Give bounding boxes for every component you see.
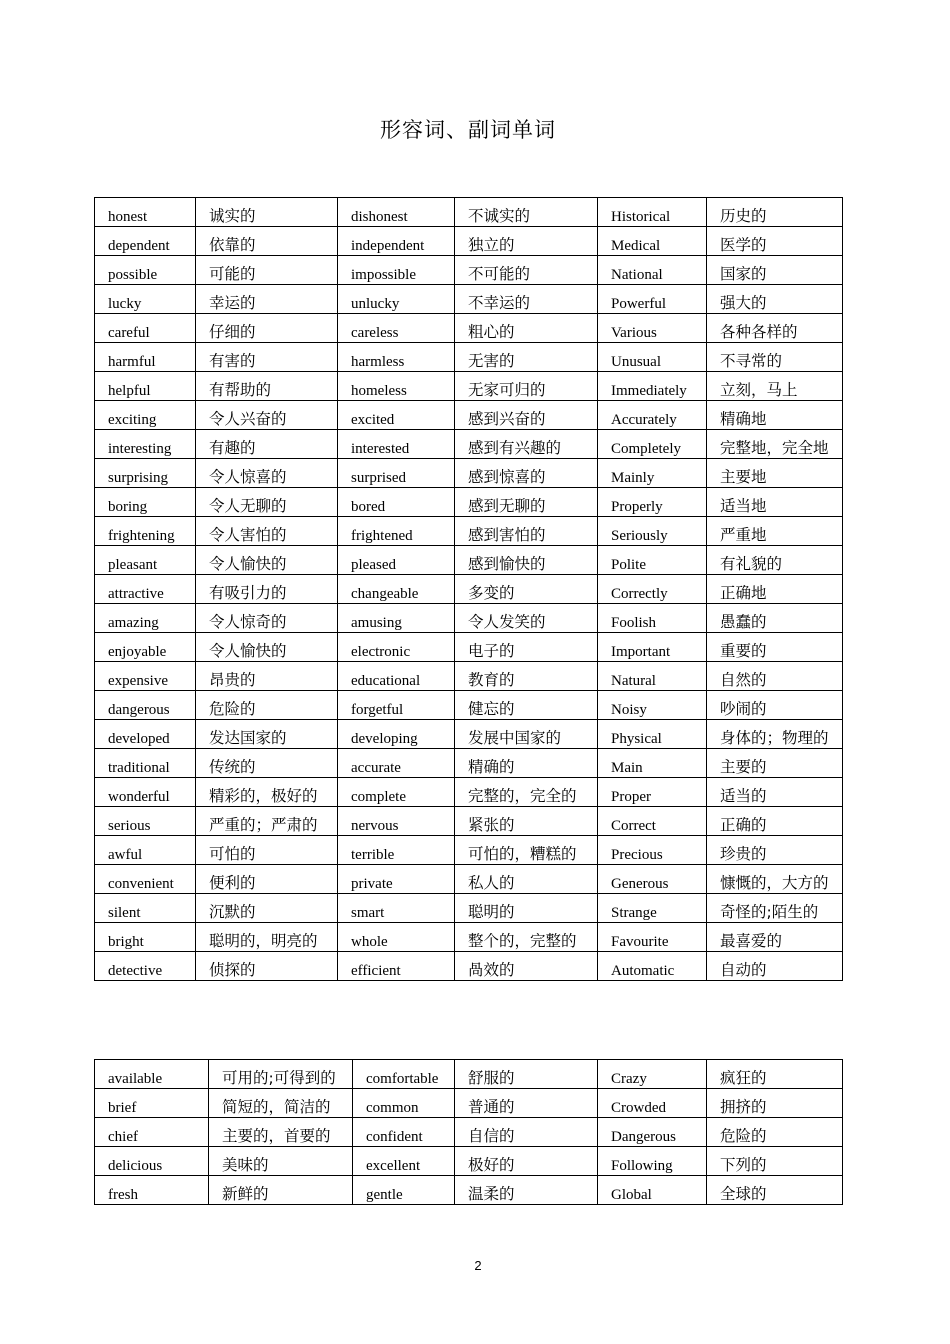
english-word-cell: developed bbox=[95, 720, 196, 749]
english-word-cell: enjoyable bbox=[95, 633, 196, 662]
table-row bbox=[95, 430, 843, 459]
english-word-cell: Physical bbox=[598, 720, 707, 749]
chinese-meaning-cell: 令人发笑的 bbox=[455, 604, 598, 633]
chinese-meaning-cell: 重要的 bbox=[707, 633, 843, 662]
english-word-cell: forgetful bbox=[338, 691, 455, 720]
english-word-cell: educational bbox=[338, 662, 455, 691]
english-word-cell: pleased bbox=[338, 546, 455, 575]
english-word-cell: comfortable bbox=[353, 1060, 455, 1089]
english-word-cell: Favourite bbox=[598, 923, 707, 952]
table-row bbox=[95, 1147, 843, 1176]
chinese-meaning-cell: 幸运的 bbox=[196, 285, 338, 314]
english-word-cell: Precious bbox=[598, 836, 707, 865]
english-word-cell: expensive bbox=[95, 662, 196, 691]
english-word-cell: Noisy bbox=[598, 691, 707, 720]
english-word-cell: Historical bbox=[598, 198, 707, 227]
table-row bbox=[95, 662, 843, 691]
chinese-meaning-cell: 发达国家的 bbox=[196, 720, 338, 749]
english-word-cell: careful bbox=[95, 314, 196, 343]
table-row bbox=[95, 836, 843, 865]
english-word-cell: available bbox=[95, 1060, 209, 1089]
table-row bbox=[95, 488, 843, 517]
chinese-meaning-cell: 感到害怕的 bbox=[455, 517, 598, 546]
english-word-cell: changeable bbox=[338, 575, 455, 604]
table-row bbox=[95, 401, 843, 430]
english-word-cell: delicious bbox=[95, 1147, 209, 1176]
english-word-cell: possible bbox=[95, 256, 196, 285]
english-word-cell: surprised bbox=[338, 459, 455, 488]
table-row bbox=[95, 749, 843, 778]
english-word-cell: Accurately bbox=[598, 401, 707, 430]
english-word-cell: Correctly bbox=[598, 575, 707, 604]
chinese-meaning-cell: 令人无聊的 bbox=[196, 488, 338, 517]
english-word-cell: wonderful bbox=[95, 778, 196, 807]
chinese-meaning-cell: 医学的 bbox=[707, 227, 843, 256]
chinese-meaning-cell: 慷慨的，大方的 bbox=[707, 865, 843, 894]
chinese-meaning-cell: 国家的 bbox=[707, 256, 843, 285]
chinese-meaning-cell: 沉默的 bbox=[196, 894, 338, 923]
table-row bbox=[95, 1089, 843, 1118]
chinese-meaning-cell: 令人愉快的 bbox=[196, 633, 338, 662]
chinese-meaning-cell: 仔细的 bbox=[196, 314, 338, 343]
chinese-meaning-cell: 可怕的，糟糕的 bbox=[455, 836, 598, 865]
table-row bbox=[95, 807, 843, 836]
chinese-meaning-cell: 无害的 bbox=[455, 343, 598, 372]
chinese-meaning-cell: 吵闹的 bbox=[707, 691, 843, 720]
chinese-meaning-cell: 疯狂的 bbox=[707, 1060, 843, 1089]
chinese-meaning-cell: 危险的 bbox=[707, 1118, 843, 1147]
english-word-cell: Powerful bbox=[598, 285, 707, 314]
chinese-meaning-cell: 新鲜的 bbox=[209, 1176, 353, 1205]
chinese-meaning-cell: 普通的 bbox=[455, 1089, 598, 1118]
english-word-cell: Properly bbox=[598, 488, 707, 517]
chinese-meaning-cell: 精确地 bbox=[707, 401, 843, 430]
english-word-cell: common bbox=[353, 1089, 455, 1118]
chinese-meaning-cell: 拥挤的 bbox=[707, 1089, 843, 1118]
chinese-meaning-cell: 传统的 bbox=[196, 749, 338, 778]
chinese-meaning-cell: 极好的 bbox=[455, 1147, 598, 1176]
chinese-meaning-cell: 独立的 bbox=[455, 227, 598, 256]
english-word-cell: Crowded bbox=[598, 1089, 707, 1118]
chinese-meaning-cell: 有趣的 bbox=[196, 430, 338, 459]
chinese-meaning-cell: 可能的 bbox=[196, 256, 338, 285]
english-word-cell: dishonest bbox=[338, 198, 455, 227]
english-word-cell: exciting bbox=[95, 401, 196, 430]
chinese-meaning-cell: 多变的 bbox=[455, 575, 598, 604]
chinese-meaning-cell: 粗心的 bbox=[455, 314, 598, 343]
english-word-cell: Various bbox=[598, 314, 707, 343]
chinese-meaning-cell: 完整的，完全的 bbox=[455, 778, 598, 807]
chinese-meaning-cell: 令人害怕的 bbox=[196, 517, 338, 546]
chinese-meaning-cell: 电子的 bbox=[455, 633, 598, 662]
chinese-meaning-cell: 令人兴奋的 bbox=[196, 401, 338, 430]
chinese-meaning-cell: 正确的 bbox=[707, 807, 843, 836]
chinese-meaning-cell: 健忘的 bbox=[455, 691, 598, 720]
chinese-meaning-cell: 各种各样的 bbox=[707, 314, 843, 343]
english-word-cell: brief bbox=[95, 1089, 209, 1118]
chinese-meaning-cell: 危险的 bbox=[196, 691, 338, 720]
chinese-meaning-cell: 聪明的 bbox=[455, 894, 598, 923]
english-word-cell: Global bbox=[598, 1176, 707, 1205]
english-word-cell: convenient bbox=[95, 865, 196, 894]
chinese-meaning-cell: 私人的 bbox=[455, 865, 598, 894]
english-word-cell: accurate bbox=[338, 749, 455, 778]
english-word-cell: boring bbox=[95, 488, 196, 517]
chinese-meaning-cell: 感到有兴趣的 bbox=[455, 430, 598, 459]
chinese-meaning-cell: 下列的 bbox=[707, 1147, 843, 1176]
chinese-meaning-cell: 感到愉快的 bbox=[455, 546, 598, 575]
english-word-cell: terrible bbox=[338, 836, 455, 865]
english-word-cell: Correct bbox=[598, 807, 707, 836]
chinese-meaning-cell: 美味的 bbox=[209, 1147, 353, 1176]
table-row bbox=[95, 256, 843, 285]
english-word-cell: electronic bbox=[338, 633, 455, 662]
english-word-cell: Proper bbox=[598, 778, 707, 807]
table-row bbox=[95, 285, 843, 314]
english-word-cell: Main bbox=[598, 749, 707, 778]
table-row bbox=[95, 894, 843, 923]
table-row bbox=[95, 372, 843, 401]
table-row bbox=[95, 720, 843, 749]
chinese-meaning-cell: 主要的，首要的 bbox=[209, 1118, 353, 1147]
chinese-meaning-cell: 紧张的 bbox=[455, 807, 598, 836]
chinese-meaning-cell: 感到兴奋的 bbox=[455, 401, 598, 430]
table-row bbox=[95, 1176, 843, 1205]
english-word-cell: confident bbox=[353, 1118, 455, 1147]
english-word-cell: nervous bbox=[338, 807, 455, 836]
chinese-meaning-cell: 精确的 bbox=[455, 749, 598, 778]
chinese-meaning-cell: 全球的 bbox=[707, 1176, 843, 1205]
chinese-meaning-cell: 聪明的，明亮的 bbox=[196, 923, 338, 952]
english-word-cell: private bbox=[338, 865, 455, 894]
english-word-cell: developing bbox=[338, 720, 455, 749]
chinese-meaning-cell: 奇怪的;陌生的 bbox=[707, 894, 843, 923]
english-word-cell: gentle bbox=[353, 1176, 455, 1205]
table-row bbox=[95, 952, 843, 981]
chinese-meaning-cell: 令人愉快的 bbox=[196, 546, 338, 575]
table-row bbox=[95, 459, 843, 488]
english-word-cell: serious bbox=[95, 807, 196, 836]
english-word-cell: Unusual bbox=[598, 343, 707, 372]
table-row bbox=[95, 546, 843, 575]
english-word-cell: fresh bbox=[95, 1176, 209, 1205]
english-word-cell: Completely bbox=[598, 430, 707, 459]
chinese-meaning-cell: 历史的 bbox=[707, 198, 843, 227]
chinese-meaning-cell: 令人惊喜的 bbox=[196, 459, 338, 488]
chinese-meaning-cell: 珍贵的 bbox=[707, 836, 843, 865]
english-word-cell: interested bbox=[338, 430, 455, 459]
english-word-cell: smart bbox=[338, 894, 455, 923]
table-row bbox=[95, 1118, 843, 1147]
english-word-cell: interesting bbox=[95, 430, 196, 459]
table-row bbox=[95, 923, 843, 952]
english-word-cell: frightened bbox=[338, 517, 455, 546]
english-word-cell: Automatic bbox=[598, 952, 707, 981]
chinese-meaning-cell: 便利的 bbox=[196, 865, 338, 894]
table-row bbox=[95, 691, 843, 720]
table-row bbox=[95, 314, 843, 343]
table-row bbox=[95, 604, 843, 633]
chinese-meaning-cell: 自动的 bbox=[707, 952, 843, 981]
english-word-cell: Dangerous bbox=[598, 1118, 707, 1147]
chinese-meaning-cell: 有帮助的 bbox=[196, 372, 338, 401]
chinese-meaning-cell: 感到无聊的 bbox=[455, 488, 598, 517]
chinese-meaning-cell: 感到惊喜的 bbox=[455, 459, 598, 488]
chinese-meaning-cell: 最喜爱的 bbox=[707, 923, 843, 952]
english-word-cell: homeless bbox=[338, 372, 455, 401]
chinese-meaning-cell: 可用的;可得到的 bbox=[209, 1060, 353, 1089]
chinese-meaning-cell: 依靠的 bbox=[196, 227, 338, 256]
chinese-meaning-cell: 不寻常的 bbox=[707, 343, 843, 372]
chinese-meaning-cell: 咼效的 bbox=[455, 952, 598, 981]
table-row bbox=[95, 198, 843, 227]
chinese-meaning-cell: 精彩的，极好的 bbox=[196, 778, 338, 807]
english-word-cell: National bbox=[598, 256, 707, 285]
chinese-meaning-cell: 舒服的 bbox=[455, 1060, 598, 1089]
english-word-cell: Strange bbox=[598, 894, 707, 923]
chinese-meaning-cell: 简短的，简洁的 bbox=[209, 1089, 353, 1118]
english-word-cell: Natural bbox=[598, 662, 707, 691]
english-word-cell: efficient bbox=[338, 952, 455, 981]
english-word-cell: Polite bbox=[598, 546, 707, 575]
chinese-meaning-cell: 不幸运的 bbox=[455, 285, 598, 314]
english-word-cell: careless bbox=[338, 314, 455, 343]
chinese-meaning-cell: 诚实的 bbox=[196, 198, 338, 227]
english-word-cell: chief bbox=[95, 1118, 209, 1147]
table-row bbox=[95, 343, 843, 372]
english-word-cell: pleasant bbox=[95, 546, 196, 575]
english-word-cell: bright bbox=[95, 923, 196, 952]
chinese-meaning-cell: 温柔的 bbox=[455, 1176, 598, 1205]
english-word-cell: helpful bbox=[95, 372, 196, 401]
chinese-meaning-cell: 自然的 bbox=[707, 662, 843, 691]
table-row bbox=[95, 1060, 843, 1089]
vocab-table-2 bbox=[94, 1059, 843, 1205]
english-word-cell: impossible bbox=[338, 256, 455, 285]
chinese-meaning-cell: 整个的，完整的 bbox=[455, 923, 598, 952]
chinese-meaning-cell: 适当地 bbox=[707, 488, 843, 517]
table-row bbox=[95, 778, 843, 807]
english-word-cell: lucky bbox=[95, 285, 196, 314]
chinese-meaning-cell: 严重地 bbox=[707, 517, 843, 546]
chinese-meaning-cell: 自信的 bbox=[455, 1118, 598, 1147]
english-word-cell: amazing bbox=[95, 604, 196, 633]
chinese-meaning-cell: 可怕的 bbox=[196, 836, 338, 865]
chinese-meaning-cell: 不可能的 bbox=[455, 256, 598, 285]
english-word-cell: dangerous bbox=[95, 691, 196, 720]
english-word-cell: Crazy bbox=[598, 1060, 707, 1089]
chinese-meaning-cell: 不诚实的 bbox=[455, 198, 598, 227]
english-word-cell: harmless bbox=[338, 343, 455, 372]
english-word-cell: amusing bbox=[338, 604, 455, 633]
english-word-cell: bored bbox=[338, 488, 455, 517]
english-word-cell: dependent bbox=[95, 227, 196, 256]
english-word-cell: Medical bbox=[598, 227, 707, 256]
chinese-meaning-cell: 身体的；物理的 bbox=[707, 720, 843, 749]
english-word-cell: harmful bbox=[95, 343, 196, 372]
chinese-meaning-cell: 昂贵的 bbox=[196, 662, 338, 691]
english-word-cell: awful bbox=[95, 836, 196, 865]
english-word-cell: excited bbox=[338, 401, 455, 430]
chinese-meaning-cell: 无家可归的 bbox=[455, 372, 598, 401]
english-word-cell: Following bbox=[598, 1147, 707, 1176]
english-word-cell: whole bbox=[338, 923, 455, 952]
english-word-cell: honest bbox=[95, 198, 196, 227]
english-word-cell: Seriously bbox=[598, 517, 707, 546]
english-word-cell: independent bbox=[338, 227, 455, 256]
chinese-meaning-cell: 强大的 bbox=[707, 285, 843, 314]
english-word-cell: Mainly bbox=[598, 459, 707, 488]
table-row bbox=[95, 575, 843, 604]
english-word-cell: Foolish bbox=[598, 604, 707, 633]
english-word-cell: surprising bbox=[95, 459, 196, 488]
chinese-meaning-cell: 侦探的 bbox=[196, 952, 338, 981]
english-word-cell: unlucky bbox=[338, 285, 455, 314]
chinese-meaning-cell: 令人惊奇的 bbox=[196, 604, 338, 633]
english-word-cell: traditional bbox=[95, 749, 196, 778]
table-row bbox=[95, 227, 843, 256]
english-word-cell: detective bbox=[95, 952, 196, 981]
chinese-meaning-cell: 主要地 bbox=[707, 459, 843, 488]
english-word-cell: Important bbox=[598, 633, 707, 662]
english-word-cell: attractive bbox=[95, 575, 196, 604]
table-row bbox=[95, 865, 843, 894]
english-word-cell: excellent bbox=[353, 1147, 455, 1176]
chinese-meaning-cell: 发展中国家的 bbox=[455, 720, 598, 749]
page-title: 形容词、副词单词 bbox=[380, 118, 556, 142]
chinese-meaning-cell: 有礼貌的 bbox=[707, 546, 843, 575]
english-word-cell: Generous bbox=[598, 865, 707, 894]
english-word-cell: frightening bbox=[95, 517, 196, 546]
vocab-table-1 bbox=[94, 197, 843, 981]
english-word-cell: complete bbox=[338, 778, 455, 807]
table-row bbox=[95, 517, 843, 546]
chinese-meaning-cell: 适当的 bbox=[707, 778, 843, 807]
chinese-meaning-cell: 立刻，马上 bbox=[707, 372, 843, 401]
chinese-meaning-cell: 正确地 bbox=[707, 575, 843, 604]
chinese-meaning-cell: 有吸引力的 bbox=[196, 575, 338, 604]
chinese-meaning-cell: 教育的 bbox=[455, 662, 598, 691]
chinese-meaning-cell: 有害的 bbox=[196, 343, 338, 372]
english-word-cell: silent bbox=[95, 894, 196, 923]
english-word-cell: Immediately bbox=[598, 372, 707, 401]
chinese-meaning-cell: 愚蠢的 bbox=[707, 604, 843, 633]
page-number: 2 bbox=[474, 1258, 482, 1273]
chinese-meaning-cell: 主要的 bbox=[707, 749, 843, 778]
table-row bbox=[95, 633, 843, 662]
chinese-meaning-cell: 严重的；严肃的 bbox=[196, 807, 338, 836]
chinese-meaning-cell: 完整地，完全地 bbox=[707, 430, 843, 459]
